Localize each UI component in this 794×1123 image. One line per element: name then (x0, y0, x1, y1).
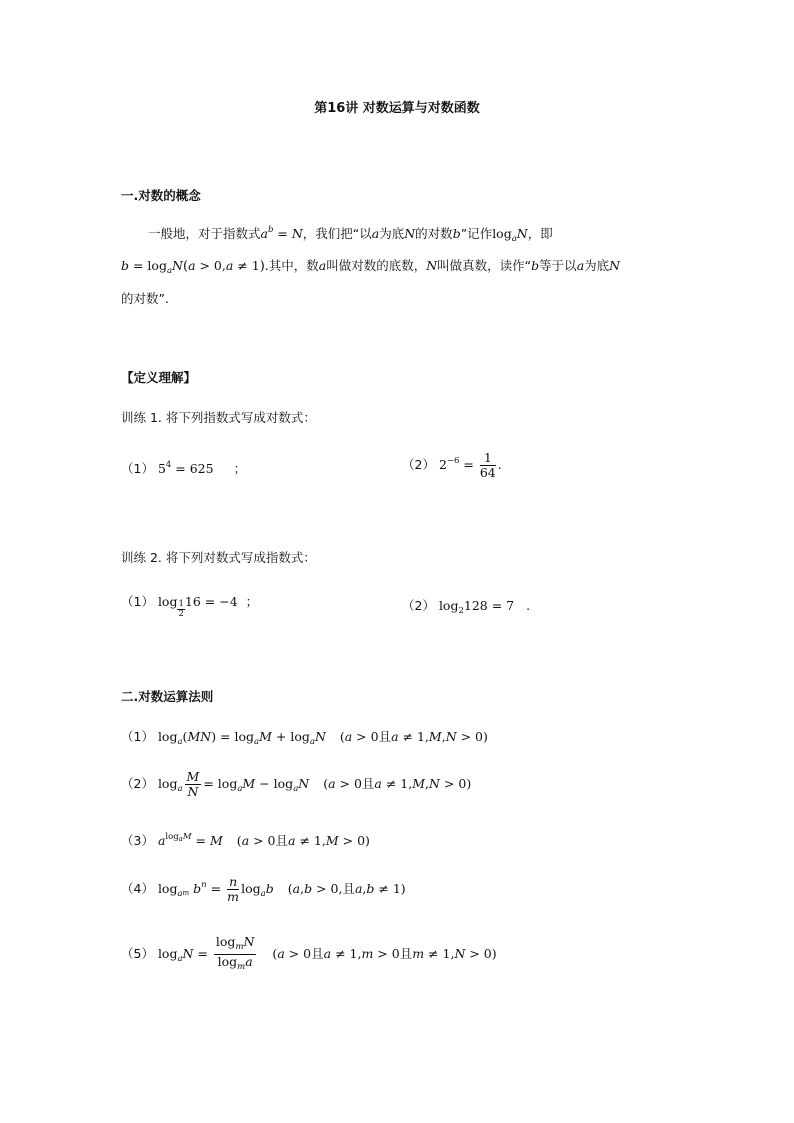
rule-5: （5） $\log_aN$ = $\frac{\log_mN}{\log_ma}$ (a > 0且a ≠ 1,m > 0且m ≠ 1,N > 0) (121, 934, 497, 972)
definition-heading: 【定义理解】 (121, 370, 197, 385)
training-2-item-2: （2） $\log_2128 = 7$ . (402, 598, 531, 616)
training-1-prompt: 训练 1. 将下列指数式写成对数式： (121, 410, 316, 425)
rule-3: （3） $a^{logaM} = M$ (a > 0且a ≠ 1,M > 0) (121, 832, 370, 848)
concept-line-3: 的对数”. (121, 291, 169, 306)
concept-line-1: 一般地，对于指数式$a^b = N$，我们把“以a为底N的对数b”记作$\log_aN$，即 (148, 225, 553, 244)
page-title: 第16讲 对数运算与对数函数 (314, 101, 480, 116)
section-heading-rules: 二.对数运算法则 (121, 689, 214, 704)
training-2-item-1: （1） log $\frac{1}{2}$ 16 = −4 ； (121, 594, 259, 619)
rule-2: （2） $\log_a$ $\frac{M}{N}$ = $\log_aM - \log_aN$ (a > 0且a ≠ 1,M,N > 0) (121, 769, 472, 799)
rule-1: （1） $\log_a(MN) = \log_aM + \log_aN$ (a > 0且a ≠ 1,M,N > 0) (121, 729, 488, 747)
section-heading-concept: 一.对数的概念 (121, 188, 201, 203)
concept-line-2: $b = \log_aN(a > 0,a \ne 1)$.其中，数a叫做对数的底数，N叫做真数，读作“b等于以a为底N (121, 258, 621, 276)
training-1-item-1: （1） $5^4 = 625$ ； (121, 460, 247, 476)
training-2-prompt: 训练 2. 将下列对数式写成指数式： (121, 550, 316, 565)
training-1-item-2: （2） $2^{-6}$ = $\frac{1}{64}$ . (402, 450, 502, 480)
rule-4: （4） $\log_am$ $b^n$ = $\frac{n}{m}$ $\log_ab$ (a,b > 0,且a,b ≠ 1) (121, 874, 406, 904)
